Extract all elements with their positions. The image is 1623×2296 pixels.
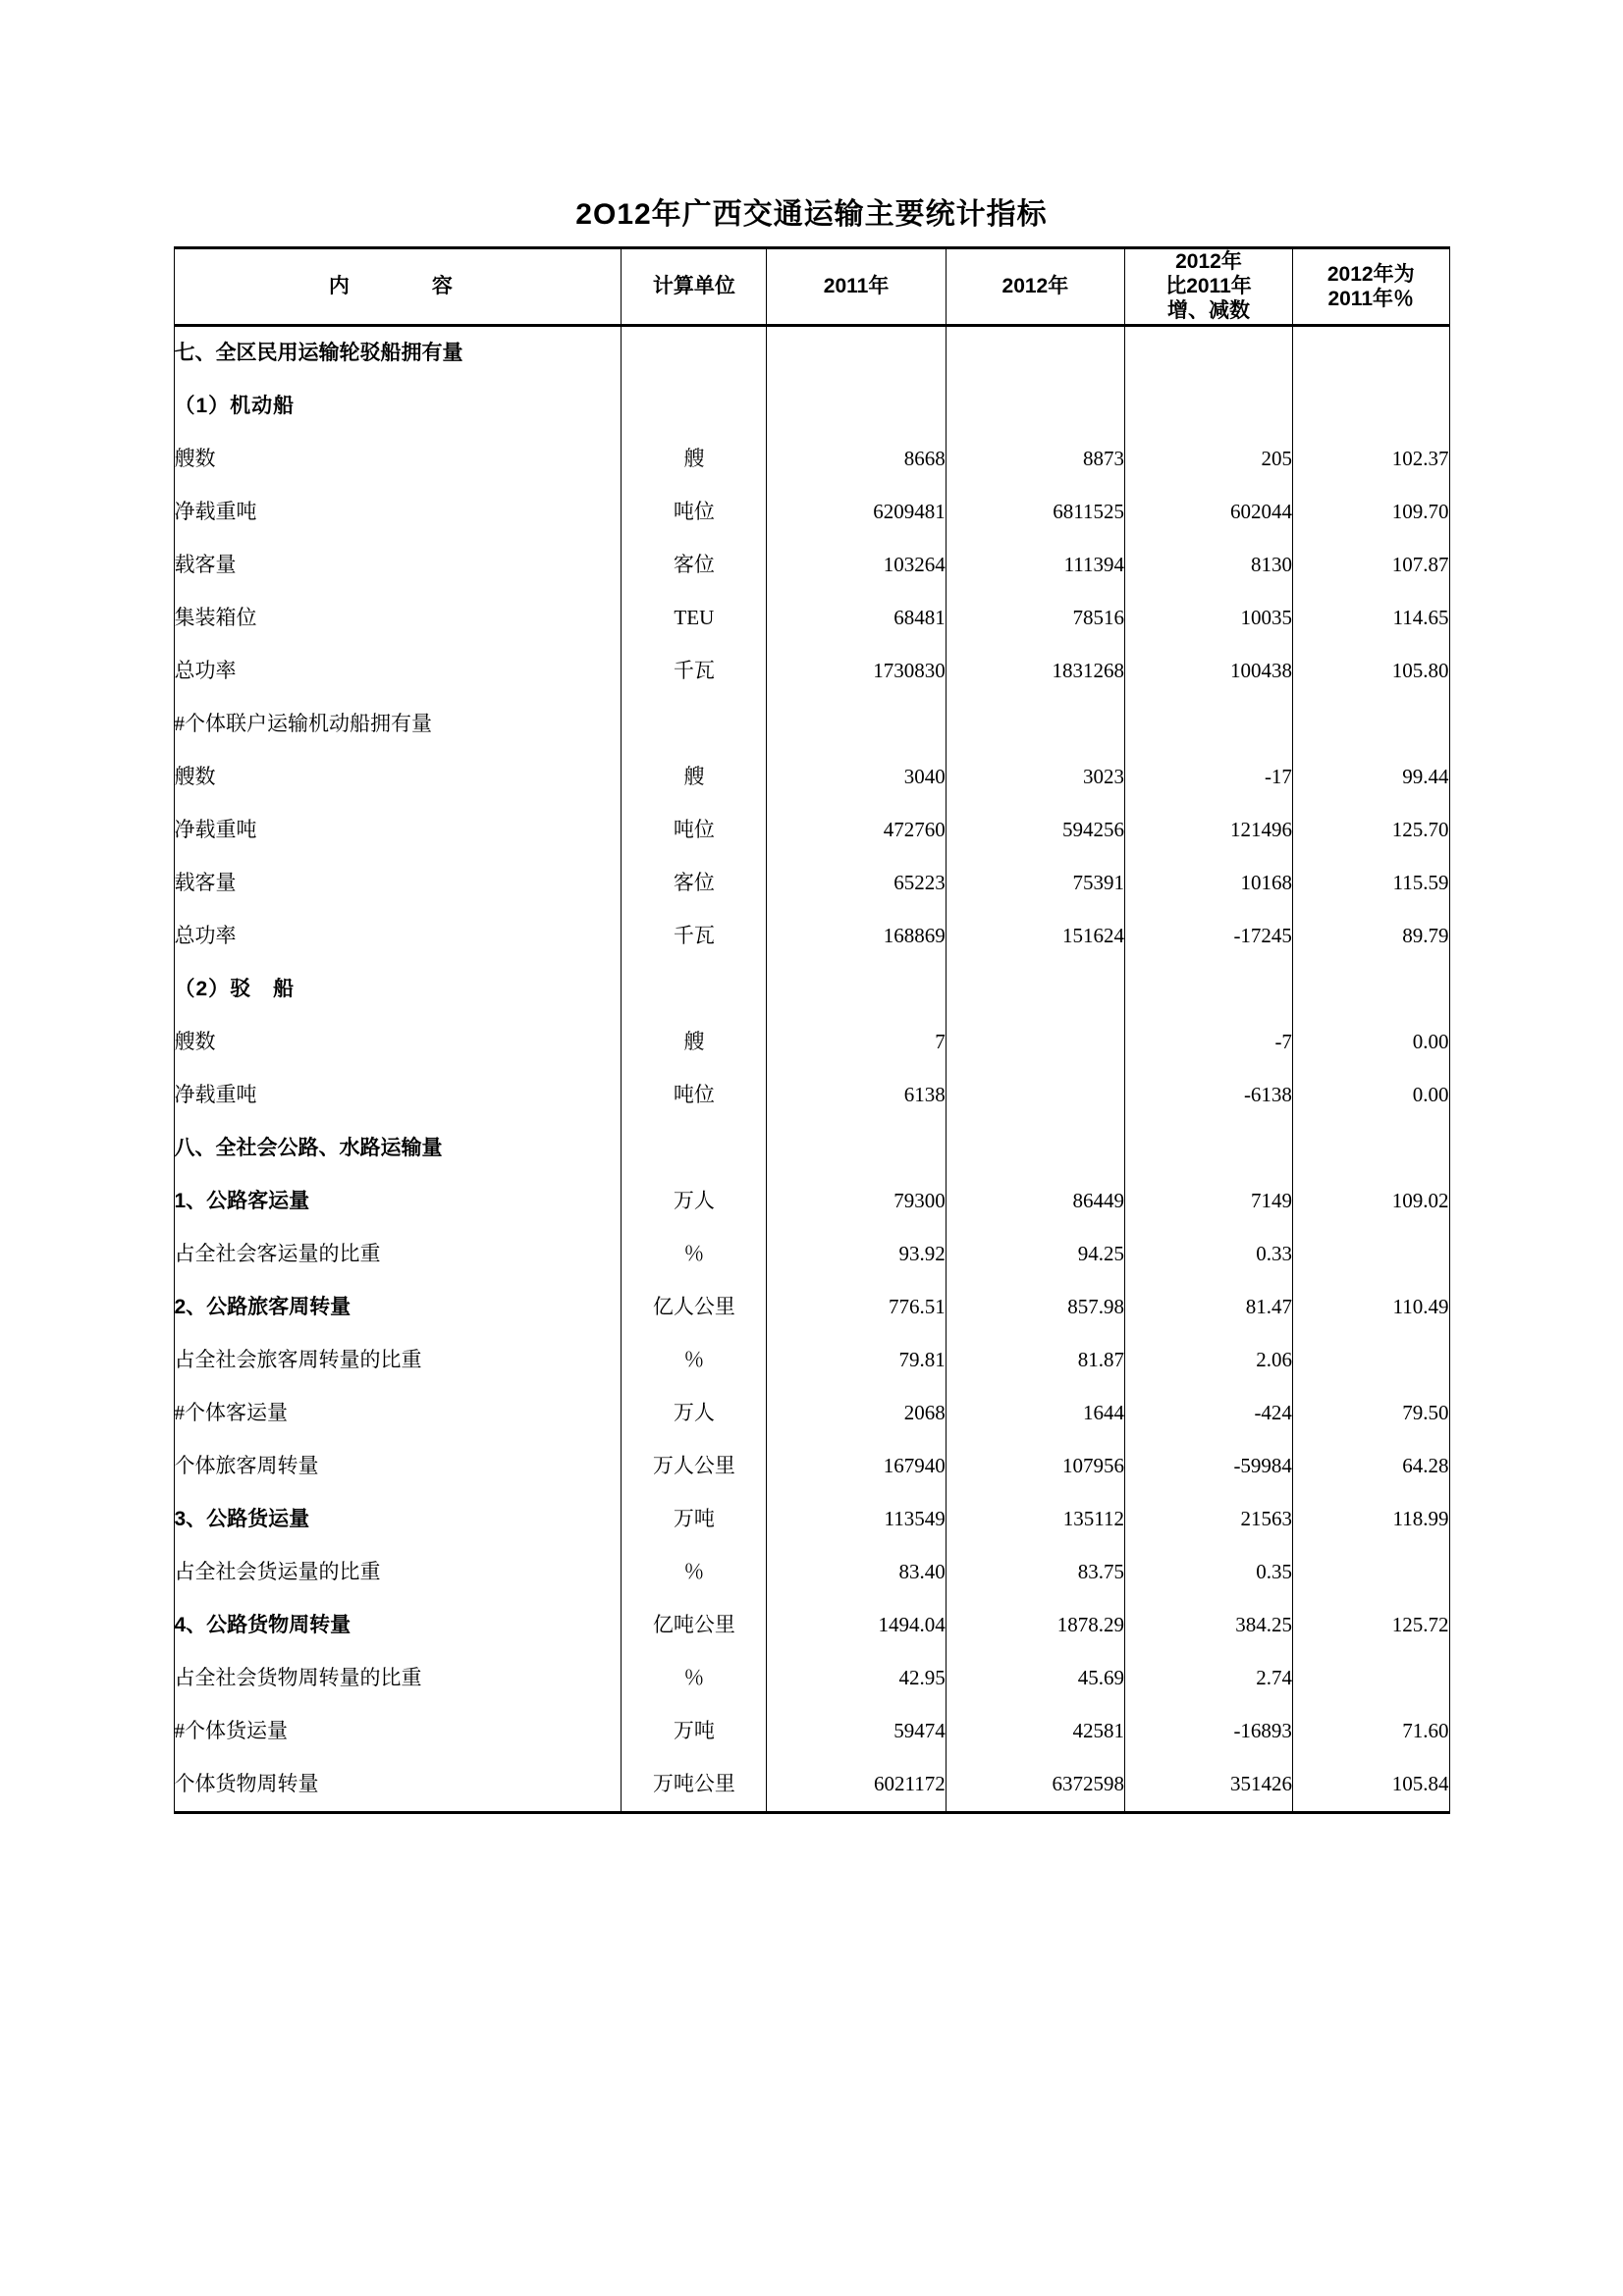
table-row — [174, 857, 1449, 910]
row-unit: 吨位 — [622, 804, 767, 857]
row-value-2011: 103264 — [767, 539, 946, 592]
table-row — [174, 1069, 1449, 1122]
row-label: （2）驳 船 — [174, 963, 622, 1016]
table-row — [174, 1440, 1449, 1493]
row-value-diff: 205 — [1125, 433, 1293, 486]
row-value-2012: 594256 — [946, 804, 1124, 857]
row-unit: 万人公里 — [622, 1440, 767, 1493]
row-label: 艘数 — [174, 751, 622, 804]
row-unit: 亿人公里 — [622, 1281, 767, 1334]
column-header-diff — [1125, 248, 1293, 326]
row-value-2012 — [946, 1122, 1124, 1175]
row-unit: 千瓦 — [622, 645, 767, 698]
row-unit: 艘 — [622, 433, 767, 486]
table-row — [174, 751, 1449, 804]
column-header-2011: 2011年 — [767, 248, 946, 326]
column-header-ratio — [1292, 248, 1449, 326]
row-unit — [622, 380, 767, 433]
row-value-diff: 8130 — [1125, 539, 1293, 592]
row-label: 载客量 — [174, 539, 622, 592]
row-value-2011 — [767, 963, 946, 1016]
row-unit: 客位 — [622, 539, 767, 592]
row-value-2011: 167940 — [767, 1440, 946, 1493]
column-header-ratio-line2: 2011年％ — [1327, 287, 1414, 310]
row-value-diff — [1125, 1122, 1293, 1175]
row-value-ratio: 79.50 — [1292, 1387, 1449, 1440]
row-value-2012: 111394 — [946, 539, 1124, 592]
row-value-diff — [1125, 698, 1293, 751]
row-value-2012: 6811525 — [946, 486, 1124, 539]
row-value-diff: 81.47 — [1125, 1281, 1293, 1334]
table-row — [174, 910, 1449, 963]
row-value-ratio: 109.02 — [1292, 1175, 1449, 1228]
row-label: 集装箱位 — [174, 592, 622, 645]
row-value-2012: 45.69 — [946, 1652, 1124, 1705]
row-value-2011: 472760 — [767, 804, 946, 857]
row-value-ratio — [1292, 1546, 1449, 1599]
row-unit: ％ — [622, 1228, 767, 1281]
table-row — [174, 698, 1449, 751]
row-value-2012: 8873 — [946, 433, 1124, 486]
row-value-2012 — [946, 380, 1124, 433]
row-value-ratio: 99.44 — [1292, 751, 1449, 804]
row-value-2011: 59474 — [767, 1705, 946, 1758]
row-value-diff — [1125, 325, 1293, 380]
row-label: 载客量 — [174, 857, 622, 910]
column-header-unit: 计算单位 — [622, 248, 767, 326]
row-value-ratio: 107.87 — [1292, 539, 1449, 592]
row-unit: ％ — [622, 1652, 767, 1705]
row-unit — [622, 963, 767, 1016]
table-row — [174, 1228, 1449, 1281]
row-label: 总功率 — [174, 645, 622, 698]
row-value-ratio: 71.60 — [1292, 1705, 1449, 1758]
row-value-ratio — [1292, 963, 1449, 1016]
row-label: 占全社会货物周转量的比重 — [174, 1652, 622, 1705]
row-label: 总功率 — [174, 910, 622, 963]
row-label: 2、公路旅客周转量 — [174, 1281, 622, 1334]
row-value-2012: 42581 — [946, 1705, 1124, 1758]
row-value-ratio: 102.37 — [1292, 433, 1449, 486]
table-row — [174, 380, 1449, 433]
row-value-diff: 100438 — [1125, 645, 1293, 698]
row-value-2011: 7 — [767, 1016, 946, 1069]
row-value-ratio: 115.59 — [1292, 857, 1449, 910]
row-unit: ％ — [622, 1334, 767, 1387]
row-value-ratio: 0.00 — [1292, 1069, 1449, 1122]
row-value-diff: 121496 — [1125, 804, 1293, 857]
table-row — [174, 1122, 1449, 1175]
row-value-diff: -7 — [1125, 1016, 1293, 1069]
row-unit — [622, 1122, 767, 1175]
row-label: 七、全区民用运输轮驳船拥有量 — [174, 325, 622, 380]
row-value-2012 — [946, 1069, 1124, 1122]
row-unit: 千瓦 — [622, 910, 767, 963]
row-value-2012: 857.98 — [946, 1281, 1124, 1334]
row-value-ratio — [1292, 1652, 1449, 1705]
row-label: 3、公路货运量 — [174, 1493, 622, 1546]
row-value-2012: 94.25 — [946, 1228, 1124, 1281]
row-unit: 吨位 — [622, 486, 767, 539]
row-value-ratio: 125.70 — [1292, 804, 1449, 857]
row-value-2011: 68481 — [767, 592, 946, 645]
row-label: 4、公路货物周转量 — [174, 1599, 622, 1652]
table-row — [174, 804, 1449, 857]
table-row — [174, 1493, 1449, 1546]
row-value-ratio: 0.00 — [1292, 1016, 1449, 1069]
table-row — [174, 1334, 1449, 1387]
row-label: 个体旅客周转量 — [174, 1440, 622, 1493]
table-row — [174, 1652, 1449, 1705]
row-value-ratio: 89.79 — [1292, 910, 1449, 963]
row-value-2011: 6138 — [767, 1069, 946, 1122]
row-label: 个体货物周转量 — [174, 1758, 622, 1813]
column-header-2012: 2012年 — [946, 248, 1124, 326]
row-value-2012: 81.87 — [946, 1334, 1124, 1387]
row-value-diff: -59984 — [1125, 1440, 1293, 1493]
row-value-2011 — [767, 380, 946, 433]
row-value-diff — [1125, 380, 1293, 433]
row-value-2011 — [767, 325, 946, 380]
row-unit: 客位 — [622, 857, 767, 910]
table-row — [174, 325, 1449, 380]
row-unit: 吨位 — [622, 1069, 767, 1122]
table-row — [174, 1546, 1449, 1599]
row-value-ratio — [1292, 325, 1449, 380]
row-value-diff: 0.33 — [1125, 1228, 1293, 1281]
row-value-2012: 135112 — [946, 1493, 1124, 1546]
row-value-2012: 3023 — [946, 751, 1124, 804]
table-row — [174, 963, 1449, 1016]
row-label: 净载重吨 — [174, 486, 622, 539]
row-unit — [622, 325, 767, 380]
row-value-ratio: 110.49 — [1292, 1281, 1449, 1334]
row-label: （1）机动船 — [174, 380, 622, 433]
row-value-ratio — [1292, 1122, 1449, 1175]
row-unit — [622, 698, 767, 751]
table-header — [174, 248, 1449, 326]
row-value-ratio: 118.99 — [1292, 1493, 1449, 1546]
row-value-2011: 6021172 — [767, 1758, 946, 1813]
table-row — [174, 645, 1449, 698]
row-value-diff: 2.06 — [1125, 1334, 1293, 1387]
row-unit: 万人 — [622, 1387, 767, 1440]
row-unit: 万吨 — [622, 1493, 767, 1546]
row-label: 占全社会货运量的比重 — [174, 1546, 622, 1599]
page-title: 2O12年广西交通运输主要统计指标 — [575, 198, 1048, 231]
row-value-2011: 168869 — [767, 910, 946, 963]
row-unit: TEU — [622, 592, 767, 645]
row-unit: 艘 — [622, 1016, 767, 1069]
table-header-row — [174, 248, 1449, 326]
row-value-diff: 351426 — [1125, 1758, 1293, 1813]
row-value-2011: 93.92 — [767, 1228, 946, 1281]
row-value-2011: 8668 — [767, 433, 946, 486]
row-value-2012: 1644 — [946, 1387, 1124, 1440]
table-row — [174, 539, 1449, 592]
row-label: #个体客运量 — [174, 1387, 622, 1440]
row-value-2011: 113549 — [767, 1493, 946, 1546]
column-header-diff-line2: 比2011年 — [1165, 275, 1252, 298]
table-row — [174, 1599, 1449, 1652]
row-unit: 亿吨公里 — [622, 1599, 767, 1652]
row-value-ratio: 109.70 — [1292, 486, 1449, 539]
row-value-2011: 79300 — [767, 1175, 946, 1228]
row-value-diff: 10168 — [1125, 857, 1293, 910]
row-value-diff: -17245 — [1125, 910, 1293, 963]
row-value-2012 — [946, 1016, 1124, 1069]
row-value-2011 — [767, 698, 946, 751]
row-value-2012 — [946, 963, 1124, 1016]
row-unit: 艘 — [622, 751, 767, 804]
table-row — [174, 1175, 1449, 1228]
table-row — [174, 1387, 1449, 1440]
row-value-2011: 2068 — [767, 1387, 946, 1440]
row-value-2012: 83.75 — [946, 1546, 1124, 1599]
row-value-2012: 151624 — [946, 910, 1124, 963]
column-header-ratio-line1: 2012年为 — [1326, 262, 1415, 286]
row-value-diff: -6138 — [1125, 1069, 1293, 1122]
row-value-ratio: 105.84 — [1292, 1758, 1449, 1813]
table-row — [174, 433, 1449, 486]
row-value-2011 — [767, 1122, 946, 1175]
row-value-2012 — [946, 698, 1124, 751]
table-row — [174, 1016, 1449, 1069]
row-value-diff: 2.74 — [1125, 1652, 1293, 1705]
row-label: 艘数 — [174, 1016, 622, 1069]
column-header-diff-line1: 2012年 — [1175, 250, 1242, 273]
row-value-2011: 3040 — [767, 751, 946, 804]
row-value-diff: 602044 — [1125, 486, 1293, 539]
row-value-2011: 776.51 — [767, 1281, 946, 1334]
row-value-ratio — [1292, 380, 1449, 433]
row-unit: 万吨公里 — [622, 1758, 767, 1813]
row-value-2011: 42.95 — [767, 1652, 946, 1705]
row-value-2012: 1878.29 — [946, 1599, 1124, 1652]
table-row — [174, 486, 1449, 539]
row-label: #个体货运量 — [174, 1705, 622, 1758]
column-header-content: 内 容 — [174, 248, 622, 326]
row-value-diff: 7149 — [1125, 1175, 1293, 1228]
row-value-ratio: 105.80 — [1292, 645, 1449, 698]
row-value-ratio — [1292, 1334, 1449, 1387]
row-value-ratio — [1292, 698, 1449, 751]
table-row — [174, 592, 1449, 645]
row-value-diff: -16893 — [1125, 1705, 1293, 1758]
row-value-2012 — [946, 325, 1124, 380]
row-value-ratio: 114.65 — [1292, 592, 1449, 645]
row-value-2012: 107956 — [946, 1440, 1124, 1493]
row-value-2011: 1494.04 — [767, 1599, 946, 1652]
row-unit: ％ — [622, 1546, 767, 1599]
row-label: 净载重吨 — [174, 1069, 622, 1122]
row-value-diff: 384.25 — [1125, 1599, 1293, 1652]
row-label: 1、公路客运量 — [174, 1175, 622, 1228]
row-value-2011: 83.40 — [767, 1546, 946, 1599]
row-label: #个体联户运输机动船拥有量 — [174, 698, 622, 751]
table-row — [174, 1281, 1449, 1334]
row-unit: 万吨 — [622, 1705, 767, 1758]
row-value-ratio: 125.72 — [1292, 1599, 1449, 1652]
column-header-diff-line3: 增、减数 — [1166, 299, 1250, 323]
table-row — [174, 1705, 1449, 1758]
row-label: 占全社会旅客周转量的比重 — [174, 1334, 622, 1387]
row-value-diff: 21563 — [1125, 1493, 1293, 1546]
row-value-diff: 10035 — [1125, 592, 1293, 645]
table-body — [174, 325, 1449, 1812]
row-value-ratio: 64.28 — [1292, 1440, 1449, 1493]
row-label: 八、全社会公路、水路运输量 — [174, 1122, 622, 1175]
row-label: 净载重吨 — [174, 804, 622, 857]
row-value-2011: 79.81 — [767, 1334, 946, 1387]
row-value-2012: 86449 — [946, 1175, 1124, 1228]
table-row — [174, 1758, 1449, 1813]
row-value-diff: -17 — [1125, 751, 1293, 804]
row-label: 占全社会客运量的比重 — [174, 1228, 622, 1281]
row-value-2012: 1831268 — [946, 645, 1124, 698]
row-value-2011: 6209481 — [767, 486, 946, 539]
row-value-2012: 75391 — [946, 857, 1124, 910]
row-value-ratio — [1292, 1228, 1449, 1281]
row-value-2012: 78516 — [946, 592, 1124, 645]
statistics-table — [174, 246, 1450, 1814]
row-value-diff: -424 — [1125, 1387, 1293, 1440]
row-value-2012: 6372598 — [946, 1758, 1124, 1813]
row-value-diff: 0.35 — [1125, 1546, 1293, 1599]
row-value-2011: 1730830 — [767, 645, 946, 698]
row-value-diff — [1125, 963, 1293, 1016]
row-label: 艘数 — [174, 433, 622, 486]
row-unit: 万人 — [622, 1175, 767, 1228]
row-value-2011: 65223 — [767, 857, 946, 910]
